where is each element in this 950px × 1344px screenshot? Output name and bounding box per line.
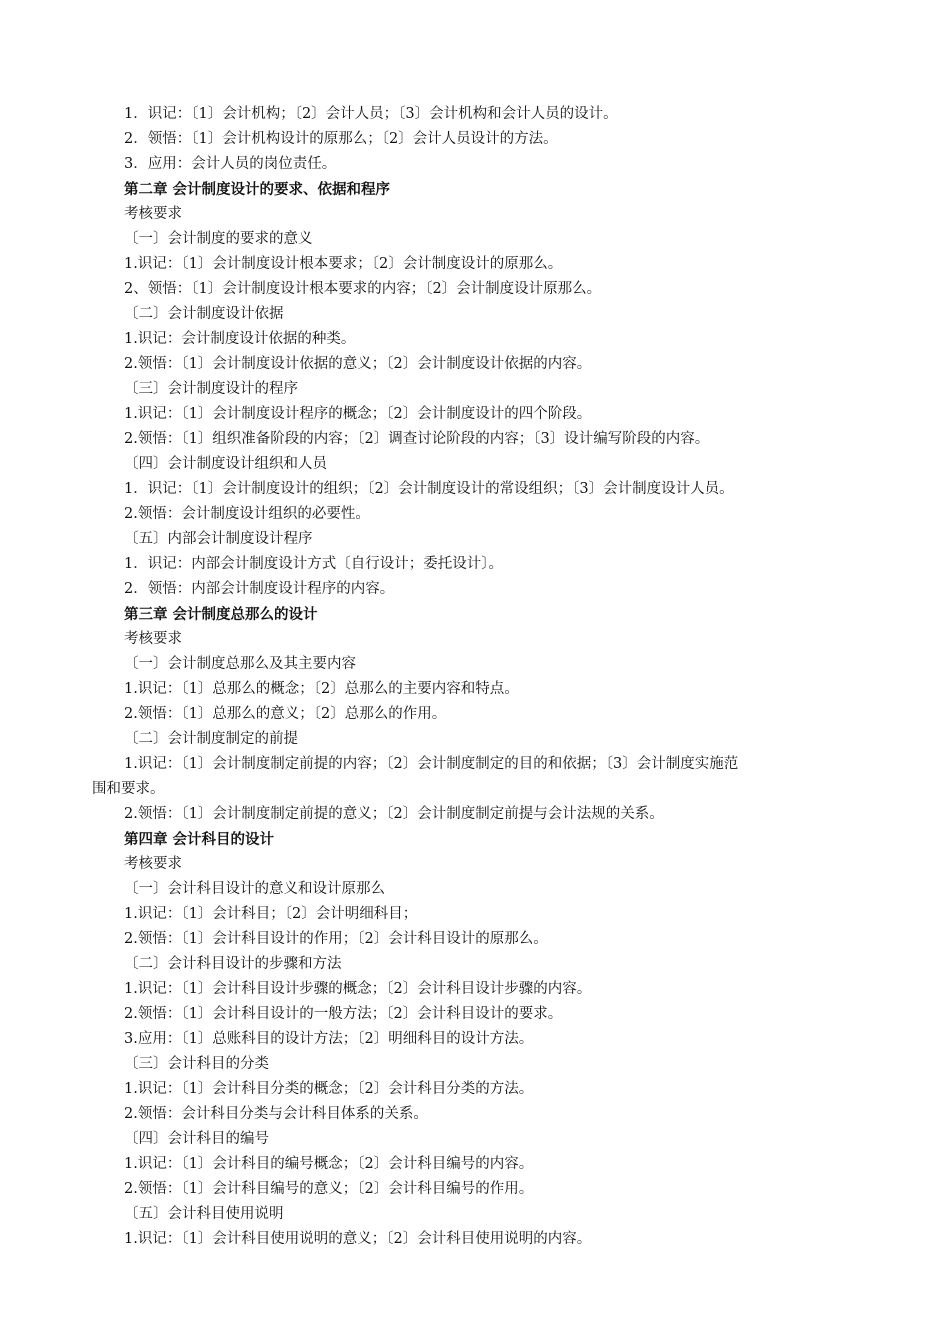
text-line: 1．识记：〔1〕会计制度设计的组织；〔2〕会计制度设计的常设组织；〔3〕会计制度设计人员。 <box>124 481 734 497</box>
text-line: 1．识记：内部会计制度设计方式〔自行设计；委托设计〕。 <box>124 556 503 572</box>
text-line: 2.领悟：〔1〕会计科目设计的作用；〔2〕会计科目设计的原那么。 <box>124 931 548 947</box>
subsection-heading: 〔二〕会计制度制定的前提 <box>124 731 298 747</box>
subsection-heading: 〔二〕会计制度设计依据 <box>124 306 284 322</box>
text-line: 1.识记：〔1〕会计科目分类的概念；〔2〕会计科目分类的方法。 <box>124 1081 534 1097</box>
chapter-heading: 第四章 会计科目的设计 <box>124 831 275 848</box>
chapter-heading: 第三章 会计制度总那么的设计 <box>124 606 318 623</box>
text-line: 1.识记：会计制度设计依据的种类。 <box>124 331 356 347</box>
text-line: 3．应用：会计人员的岗位责任。 <box>124 156 337 172</box>
subsection-heading: 〔四〕会计制度设计组织和人员 <box>124 456 327 472</box>
text-line: 1.识记：〔1〕会计制度制定前提的内容；〔2〕会计制度制定的目的和依据；〔3〕会计制度实施范 <box>124 756 739 772</box>
text-line: 2.领悟：会计科目分类与会计科目体系的关系。 <box>124 1106 428 1122</box>
subsection-heading: 〔五〕内部会计制度设计程序 <box>124 531 313 547</box>
subsection-heading: 〔四〕会计科目的编号 <box>124 1131 269 1147</box>
text-line: 1.识记：〔1〕会计制度设计根本要求；〔2〕会计制度设计的原那么。 <box>124 256 563 272</box>
chapter-heading: 第二章 会计制度设计的要求、依据和程序 <box>124 181 391 198</box>
text-line: 2．领悟：〔1〕会计机构设计的原那么；〔2〕会计人员设计的方法。 <box>124 131 558 147</box>
text-line: 1.识记：〔1〕会计科目的编号概念；〔2〕会计科目编号的内容。 <box>124 1156 534 1172</box>
section-label: 考核要求 <box>124 206 182 222</box>
subsection-heading: 〔一〕会计科目设计的意义和设计原那么 <box>124 881 385 897</box>
subsection-heading: 〔三〕会计制度设计的程序 <box>124 381 298 397</box>
subsection-heading: 〔三〕会计科目的分类 <box>124 1056 269 1072</box>
text-line: 2.领悟：〔1〕会计制度制定前提的意义；〔2〕会计制度制定前提与会计法规的关系。 <box>124 806 664 822</box>
section-label: 考核要求 <box>124 856 182 872</box>
text-line: 2、领悟：〔1〕会计制度设计根本要求的内容；〔2〕会计制度设计原那么。 <box>124 281 602 297</box>
text-line: 2.领悟：〔1〕会计科目编号的意义；〔2〕会计科目编号的作用。 <box>124 1181 534 1197</box>
text-line: 2.领悟：〔1〕总那么的意义；〔2〕总那么的作用。 <box>124 706 447 722</box>
text-line: 1.识记：〔1〕会计科目使用说明的意义；〔2〕会计科目使用说明的内容。 <box>124 1231 592 1247</box>
text-line-continuation: 围和要求。 <box>92 781 165 797</box>
text-line: 2.领悟：〔1〕会计制度设计依据的意义；〔2〕会计制度设计依据的内容。 <box>124 356 592 372</box>
document-body <box>0 102 950 1252</box>
subsection-heading: 〔一〕会计制度总那么及其主要内容 <box>124 656 356 672</box>
text-line: 2.领悟：〔1〕会计科目设计的一般方法；〔2〕会计科目设计的要求。 <box>124 1006 563 1022</box>
subsection-heading: 〔二〕会计科目设计的步骤和方法 <box>124 956 342 972</box>
text-line: 3.应用：〔1〕总账科目的设计方法；〔2〕明细科目的设计方法。 <box>124 1031 534 1047</box>
text-line: 1.识记：〔1〕会计科目；〔2〕会计明细科目； <box>124 906 418 922</box>
text-line: 2．领悟：内部会计制度设计程序的内容。 <box>124 581 395 597</box>
subsection-heading: 〔五〕会计科目使用说明 <box>124 1206 284 1222</box>
text-line: 1.识记：〔1〕会计制度设计程序的概念；〔2〕会计制度设计的四个阶段。 <box>124 406 592 422</box>
text-line: 2.领悟：〔1〕组织准备阶段的内容；〔2〕调查讨论阶段的内容；〔3〕设计编写阶段的内容。 <box>124 431 710 447</box>
text-line: 1.识记：〔1〕会计科目设计步骤的概念；〔2〕会计科目设计步骤的内容。 <box>124 981 592 997</box>
subsection-heading: 〔一〕会计制度的要求的意义 <box>124 231 313 247</box>
text-line: 1.识记：〔1〕总那么的概念；〔2〕总那么的主要内容和特点。 <box>124 681 519 697</box>
text-line: 2.领悟：会计制度设计组织的必要性。 <box>124 506 370 522</box>
text-line: 1．识记：〔1〕会计机构；〔2〕会计人员；〔3〕会计机构和会计人员的设计。 <box>124 106 618 122</box>
section-label: 考核要求 <box>124 631 182 647</box>
